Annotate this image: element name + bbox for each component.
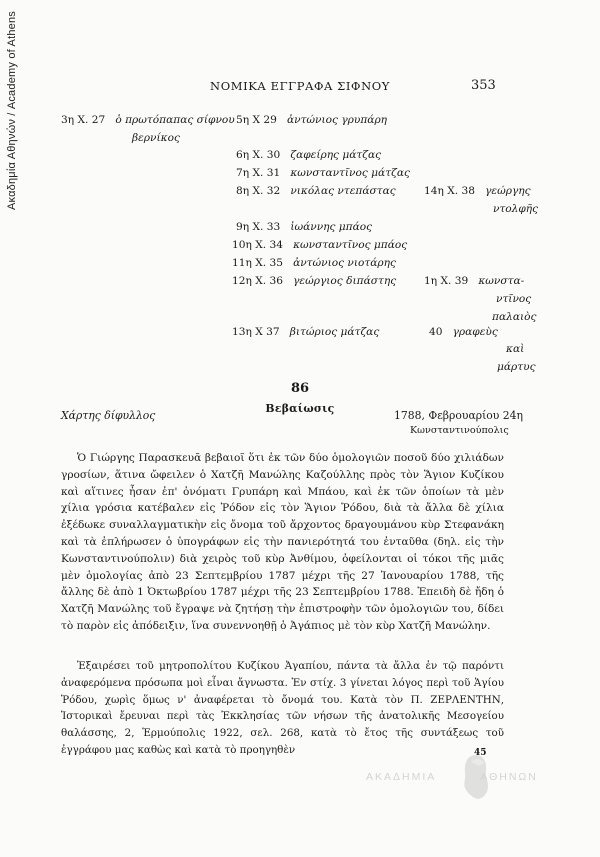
academy-watermark: ΑΚΑΔΗΜΙΑ ΑΘΗΝΩΝ [366,771,538,783]
signature-entry: ντῖνος [496,293,532,305]
signature-entry: 10η Χ. 34 κωνσταντῖνος μπάος [232,239,408,251]
document-date: 1788, Φεβρουαρίου 24η [394,409,524,422]
running-header-title: ΝΟΜΙΚΑ ΕΓΓΡΑΦΑ ΣΙΦΝΟΥ [210,79,390,93]
signature-entry: 7η Χ. 31 κωνσταντῖνος μάτζας [236,167,410,179]
signature-entry: 3η Χ. 27 ὁ πρωτόπαπας σίφνου [61,114,235,126]
editor-commentary: Ἐξαιρέσει τοῦ μητροπολίτου Κυζίκου Ἀγαπίου, πάντα τὰ ἄλλα ἐν τῷ παρόντι ἀναφερόμενα πρόσωπα μοὶ εἶναι ἄγνωστα. Ἐν στίχ. 3 γίνεται λόγος περὶ τοῦ Ἁγίου Ῥόδου, χωρὶς ὅμως ν' ἀναφέρεται τὸ ὄνομά του. Κατὰ τὸν Π. ΖΕΡΛΕΝΤΗΝ, Ἱστορικαὶ ἔρευναι περὶ τὰς Ἐκκλησίας τῶν νήσων τῆς ἀνατολικῆς Μεσογείου θαλάσσης, 2, Ἑρμούπολις 1922, σελ. 268, κατὰ τὸ ἔτος τῆς συντάξεως τοῦ ἐγγράφου μας καθὼς καὶ κατὰ τὸ προηγηθὲν [61,660,504,756]
signature-entry: 13η Χ 37 βιτώριος μάτζας [232,326,380,338]
signature-entry: παλαιὸς [492,311,537,323]
signature-entry: 11η Χ. 35 ἀντώνιος νιοτάρης [232,257,396,269]
page-number: 353 [471,78,496,93]
document-title: Βεβαίωσις [265,402,335,415]
signature-entry: καὶ [506,343,525,355]
archive-side-label: Ακαδημία Αθηνών / Academy of Athens [6,10,18,210]
signature-entry: μάρτυς [497,361,536,373]
signature-entry: ντολφῆς [493,203,539,215]
document-number: 86 [290,381,310,396]
signature-entry: 5η Χ 29 ἀντώνιος γρυπάρη [236,114,388,126]
folio-number: 45 [474,748,487,758]
signature-entry: 8η Χ. 32 νικόλας ντεπάστας [236,185,396,197]
signature-entry: 12η Χ. 36 γεώργιος διπάστης [232,275,397,287]
signature-entry: βερνίκος [132,132,180,144]
signature-entry: 9η Χ. 33 ἰωάννης μπάος [236,221,373,233]
signature-entry: 1η Χ. 39 κωνστα- [424,275,525,287]
document-body: Ὁ Γιώργης Παρασκευᾶ βεβαιοῖ ὅτι ἐκ τῶν δύο ὁμολογιῶν ποσοῦ δύο χιλιάδων γροσίων, ἅτινα ὤφειλεν ὁ Χατζῆ Μανώλης Καζούλλης πρὸς τὸν Ἅγιον Κυζίκου καὶ αἵτινες ἦσαν ἐπ' ὀνόματι Γρυπάρη καὶ Μπάου, καὶ ἐκ τῶν ὁποίων τὰ μὲν χίλια γρόσια κατέβαλεν εἰς Ῥόδον εἰς τὸν Ἅγιον Ῥόδου, διὰ τὰ ἄλλα δὲ χίλια ἐξέδωκε συναλλαγματικὴν εἰς ὄνομα τοῦ ἄρχοντος δραγουμάνου κὺρ Στεφανάκη καὶ τὰ ἐπλήρωσεν ὁ ὑπογράφων εἰς τὴν πανιερότητά του ἐνταῦθα (δηλ. εἰς τὴν Κωνσταντινούπολιν) διὰ χειρὸς τοῦ κὺρ Ἀνθίμου, ὀφείλονται οἱ τόκοι τῆς μιᾶς μὲν ὁμολογίας ἀπὸ 23 Σεπτεμβρίου 1787 μέχρι τῆς 27 Ἰανουαρίου 1788, τῆς ἄλλης δὲ ἀπὸ 1 Ὀκτωβρίου 1787 μέχρι τῆς 23 Σεπτεμβρίου 1788. Ἐπειδὴ δὲ ἤδη ὁ Χατζῆ Μανώλης τοῦ ἔγραψε νὰ ζητήσῃ τὴν ἐπιστροφὴν τῶν ὁμολογιῶν του, δίδει τὸ παρὸν εἰς ἀπόδειξιν, ἵνα συνεννοηθῇ ὁ Ἀγάπιος μὲ τὸν κὺρ Χατζῆ Μανώλην. [61,452,504,632]
document-material: Χάρτης δίφυλλος [61,409,156,422]
signature-entry: 6η Χ. 30 ζαφείρης μάτζας [236,149,382,161]
signature-entry: 14η Χ. 38 γεώργης [424,185,531,197]
document-place: Κωνσταντινούπολις [410,425,509,436]
signature-entry: 40 γραφεὺς [429,326,498,338]
